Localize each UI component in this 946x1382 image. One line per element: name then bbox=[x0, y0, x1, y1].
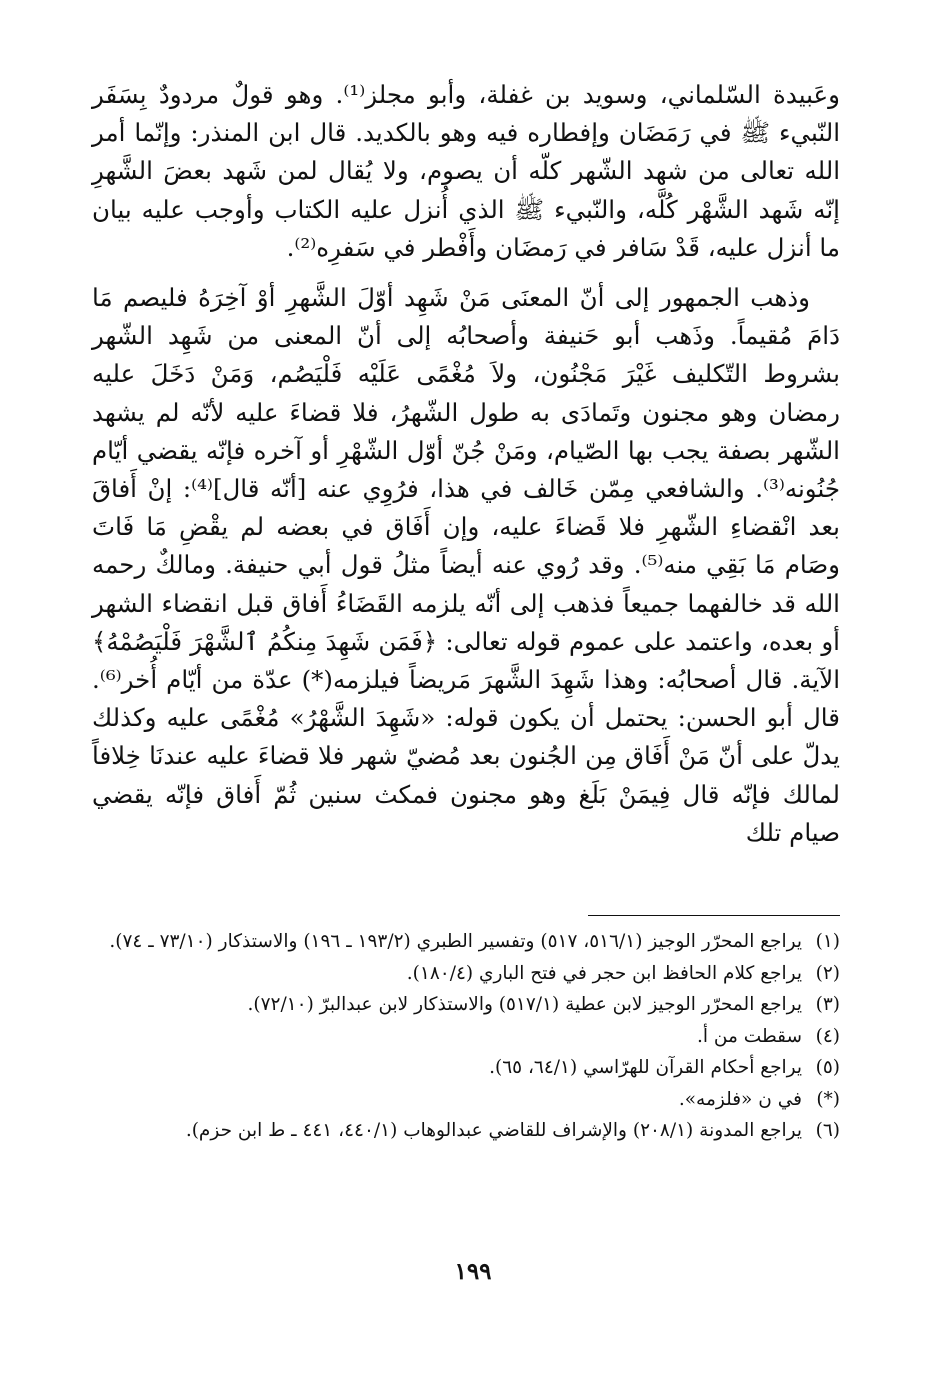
paragraph-1: وعَبيدة السّلماني، وسويد بن غفلة، وأبو مجلز⁽¹⁾. وهو قولٌ مردودٌ بِسَفَر النّبيء ﷺ في رَمَضَان وإفطاره فيه وهو بالكديد. قال ابن المنذر: وإنّما أمر الله تعالى من شهد الشّهر كلّه أن يصوم، ولا يُقال لمن شَهد بعضَ الشَّهرِ إنّه شَهد الشَّهْر كُلَّه، والنّبيء ﷺ الذي أُنزل عليه الكتاب وأوجب عليه بيان ما أنزل عليه، قَدْ سَافر في رَمضَان وأَفْطر في سَفرِه⁽²⁾. bbox=[92, 80, 840, 262]
footnote-item bbox=[92, 1054, 840, 1083]
paragraph-2: وذهب الجمهور إلى أنّ المعنَى مَنْ شَهِد أوّلَ الشَّهرِ أوْ آخِرَهُ فليصم مَا دَامَ مُقيماً. وذَهب أبو حَنيفة وأصحابُه إلى أنّ المعنى من شَهِد الشّهر بشروط التّكليف غَيْرَ مَجْنُون، ولاَ مُغْمًى عَلَيْه فَلْيَصُم، وَمَنْ دَخَلَ عليه رمضان وهو مجنون وتَمادَى به طول الشّهرُ، فلا قضاءَ عليه لأنّه لم يشهد الشّهر بصفة يجب بها الصّيام، ومَنْ جُنّ أوّل الشّهْرِ أو آخره فإنّه يقضي أيّام جُنُونه⁽³⁾. والشافعي مِمّن خَالف في هذا، فرُوِي عنه [أنّه قال]⁽⁴⁾: إنْ أَفاقَ بعد انْقضاءِ الشّهرِ فلا قَضاءَ عليه، وإن أَفَاق في بعضه لم يقْضِ مَا فَاتَ وصَام مَا بَقِي منه⁽⁵⁾. وقد رُوي عنه أيضاً مثلُ قول أبي حنيفة. ومالكٌ رحمه الله قد خالفهما جميعاً فذهب إلى أنّه يلزمه القَضَاءُ أَفاق قبل انقضاء الشهر أو بعده، واعتمد على عموم قوله تعالى: ﴿فَمَن شَهِدَ مِنكُمُ ٱلشَّهْرَ فَلْيَصُمْهُ﴾ الآية. قال أصحابُه: وهذا شَهِدَ الشَّهرَ مَريضاً فيلزمه(*) عدّة من أيّام أُخر⁽⁶⁾. قال أبو الحسن: يحتمل أن يكون قوله: «شَهِدَ الشَّهْرُ» مُغْمًى عليه وكذلك يدلّ على أنّ مَنْ أَفَاق مِن الجُنون بعد مُضيّ شهر فلا قضاءَ عليه عندنَا خِلافاً لمالك فإنّه قال فِيمَنْ بَلَغ وهو مجنون فمكث سنين ثُمّ أَفاق فإنّه يقضي صيام تلك bbox=[92, 283, 840, 847]
footnote-text: يراجع المحرّر الوجيز (٥١٦/١، ٥١٧) وتفسير الطبري (١٩٣/٢ ـ ١٩٦) والاستذكار (٧٣/١٠ ـ ٧٤). bbox=[109, 931, 802, 952]
page-number: ١٩٩ bbox=[454, 1258, 492, 1285]
footnote-item bbox=[92, 991, 840, 1020]
footnote-number: (٥) bbox=[815, 1057, 840, 1078]
footnotes bbox=[92, 928, 840, 1149]
footnote-item bbox=[92, 960, 840, 989]
footnote-divider bbox=[588, 915, 840, 916]
footnote-item bbox=[92, 1086, 840, 1115]
footnote-number: (*) bbox=[816, 1088, 840, 1110]
footnote-number: (١) bbox=[815, 931, 840, 952]
footnote-item bbox=[92, 1117, 840, 1146]
footnote-text: يراجع أحكام القرآن للهرّاسي (٦٤/١، ٦٥). bbox=[489, 1057, 802, 1078]
footnote-text: يراجع كلام الحافظ ابن حجر في فتح الباري (١٨٠/٤). bbox=[406, 962, 802, 984]
footnote-number: (٤) bbox=[815, 1025, 840, 1047]
footnote-item bbox=[92, 1023, 840, 1052]
footnote-number: (٣) bbox=[815, 994, 840, 1015]
footnote-text: يراجع المحرّر الوجيز لابن عطية (٥١٧/١) والاستذكار لابن عبدالبرّ (٧٢/١٠). bbox=[247, 994, 802, 1015]
footnote-number: (٢) bbox=[815, 962, 840, 984]
footnote-text: يراجع المدونة (٢٠٨/١) والإشراف للقاضي عبدالوهاب (٤٤٠/١، ٤٤١ ـ ط ابن حزم). bbox=[185, 1120, 802, 1141]
main-text bbox=[92, 76, 840, 852]
footnote-text: سقطت من أ. bbox=[697, 1025, 802, 1047]
footnote-text: في ن «فلزمه». bbox=[678, 1088, 802, 1110]
footnote-item bbox=[92, 928, 840, 957]
footnote-number: (٦) bbox=[815, 1120, 840, 1141]
